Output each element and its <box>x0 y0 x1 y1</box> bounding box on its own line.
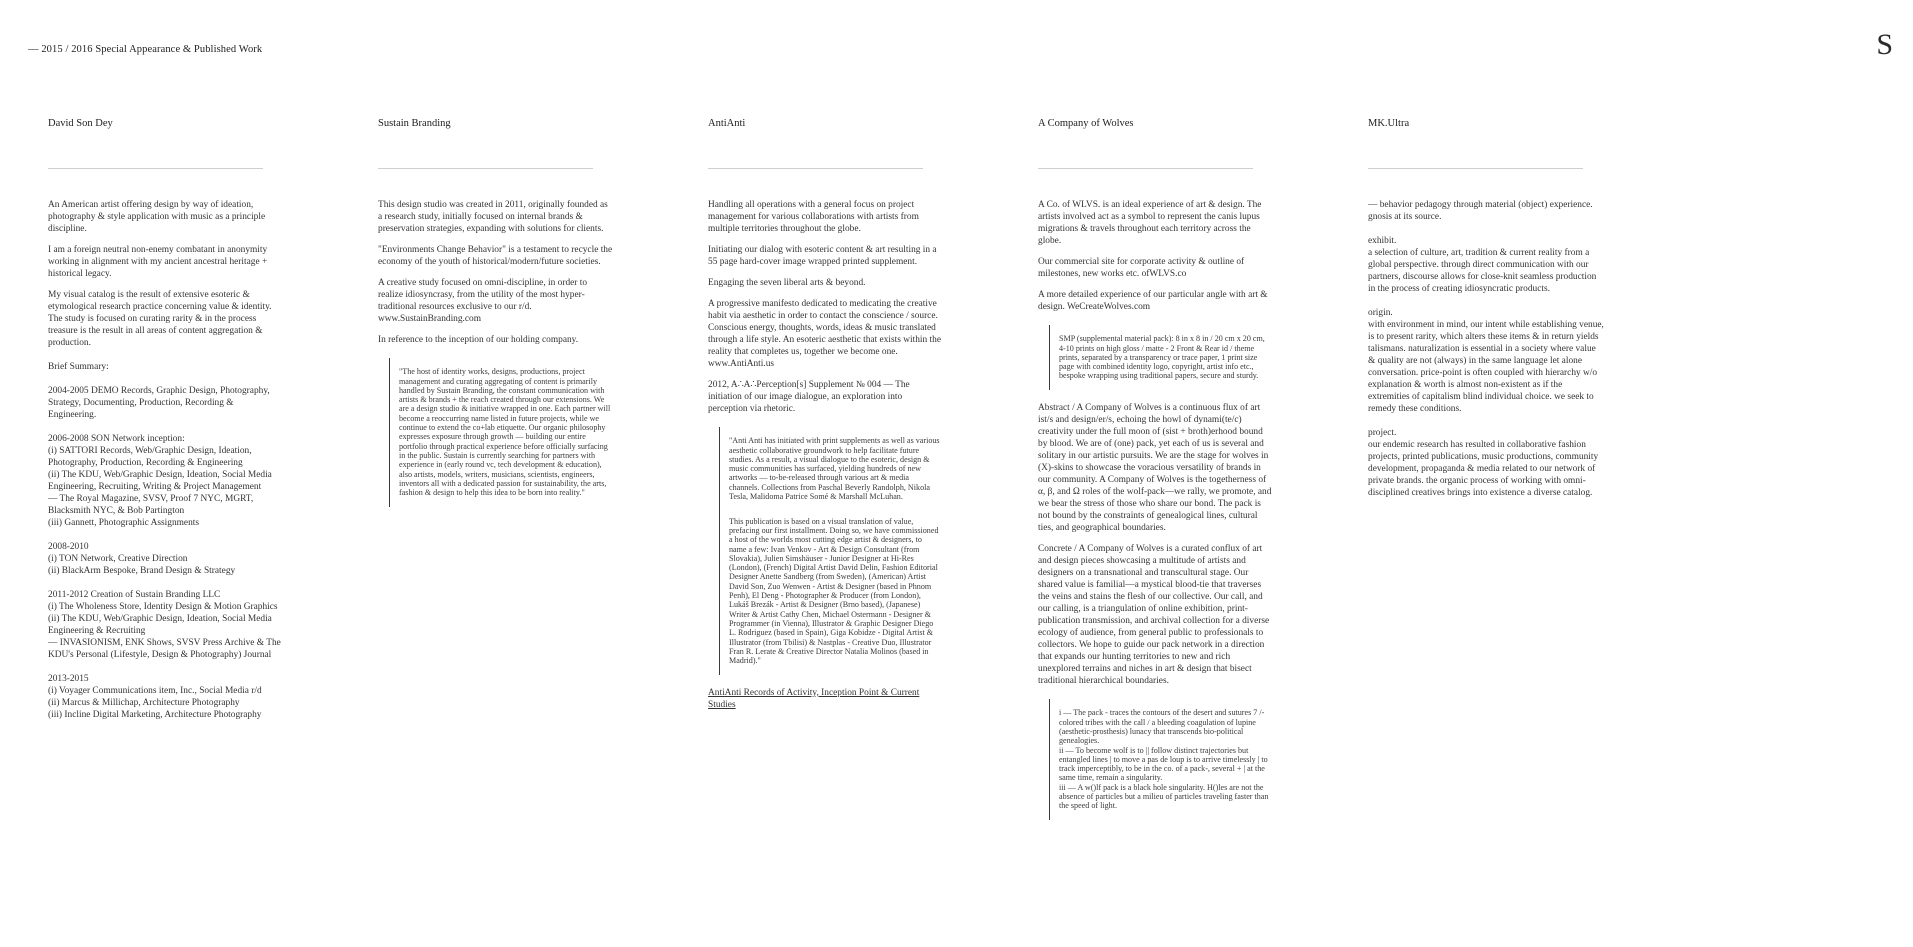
paragraph: A more detailed experience of our particular angle with art & design. WeCreateWolves.com <box>1038 290 1268 312</box>
paragraph: An American artist offering design by way of ideation, photography & style application with music as a principle discipline. <box>48 200 266 234</box>
paragraph: Initiating our dialog with esoteric content & art resulting in a 55 page hard-cover image wrapped printed supplement. <box>708 245 937 267</box>
paragraph: "Environments Change Behavior" is a testament to recycle the economy of the youth of historical/modern/future societies. <box>378 245 613 267</box>
paragraph: exhibit. a selection of culture, art, tradition & current reality from a global perspective. through direct communication with our partners, discourse allows for close-knit seamless production in the process of creating idiosyncratic products. <box>1368 236 1597 294</box>
blockquote <box>1049 325 1271 390</box>
blockquote <box>389 358 611 507</box>
paragraph: Engaging the seven liberal arts & beyond. <box>708 278 866 288</box>
paragraph: A Co. of WLVS. is an ideal experience of art & design. The artists involved act as a symbol to represent the canis lupus migrations & travels throughout each territory across the globe. <box>1038 200 1262 246</box>
column-sustain-branding <box>378 118 614 519</box>
paragraph: My visual catalog is the result of extensive esoteric & etymological research practice concerning value & identity. The study is focused on curating rarity & in the process treasure is the result in all areas of content aggregation & production. <box>48 290 272 348</box>
blockquote <box>719 427 941 675</box>
column-title: David Son Dey <box>48 118 113 129</box>
column-divider <box>708 168 923 169</box>
column-a-company-of-wolves <box>1038 118 1274 832</box>
column-david-son-dey <box>48 118 284 733</box>
paragraph: Brief Summary: <box>48 362 109 372</box>
quote-paragraph: i — The pack - traces the contours of the desert and sutures 7 /-colored tribes with the call / a bleeding coagulation of lupine (aesthetic-prosthesis) lunacy that transcends bio-political genealogies. ii — To become wolf is to || follow distinct trajectories but entangled lines | to move a pas de loup is to arrive timelessly | to track imperceptibly, to be in the co. of a pack-, several + | at the same time, remain a singularity. iii — A w()lf pack is a black hole singularity. H()les are not the absence of particles but a milieu of particles traveling faster than the speed of light. <box>1059 708 1269 811</box>
column-title: AntiAnti <box>708 118 746 129</box>
quote-paragraph: "Anti Anti has initiated with print supplements as well as various aesthetic collaborative groundwork to help facilitate future studies. As a result, a visual dialogue to the esoteric, design & music communities has surfaced, yielding hundreds of new artworks — to-be-released through various art & media channels. Collections from Paschal Beverly Randolph, Nikola Tesla, Malidoma Patrice Somé & Marshall McLuhan. <box>729 436 940 502</box>
page-header-title: — 2015 / 2016 Special Appearance & Published Work <box>28 44 263 55</box>
paragraph: This design studio was created in 2011, originally founded as a research study, initially focused on internal brands & preservation strategies, expanding with solutions for clients. <box>378 200 608 234</box>
paragraph: In reference to the inception of our holding company. <box>378 335 579 345</box>
antianti-records-link[interactable]: AntiAnti Records of Activity, Inception Point & Current Studies <box>708 687 920 710</box>
paragraph: project. our endemic research has resulted in collaborative fashion projects, printed publications, music productions, community development, propaganda & media related to our network of private brands. the organic process of working with omni-disciplined creatives brings into existence a diverse catalog. <box>1368 428 1599 498</box>
paragraph: Our commercial site for corporate activity & outline of milestones, new works etc. ofWLVS.co <box>1038 257 1245 279</box>
column-mk-ultra <box>1368 118 1604 511</box>
paragraph: Abstract / A Company of Wolves is a continuous flux of art ist/s and design/er/s, echoing the howl of dynami(te/c) creativity under the full moon of (sist + broth)erhood bound by blood. We are of (one) pack, yet each of us is several and solitary in our artistic pursuits. We are the stage for wolves in (X)-skins to showcase the voracious versatility of brands in our community. A Company of Wolves is the togetherness of α, β, and Ω roles of the wolf-pack—we rally, we promote, and we bear the stress of those who share our bond. The pack is not bound by the constraints of genealogical lines, cultural ties, and geographical boundaries. <box>1038 403 1272 534</box>
column-divider <box>1038 168 1253 169</box>
paragraph: 2006-2008 SON Network inception: (i) SATTORI Records, Web/Graphic Design, Ideation, Photography, Production, Recording & Engineering (ii) The KDU, Web/Graphic Design, Ideation, Social Media Engineering, Recruiting, Writing & Project Management — The Royal Magazine, SVSV, Proof 7 NYC, MGRT, Blacksmith NYC, & Bob Partington (iii) Gannett, Photographic Assignments <box>48 434 272 528</box>
paragraph: A progressive manifesto dedicated to medicating the creative habit via aesthetic in order to contact the conscience / source. Conscious energy, thoughts, words, ideas & music translated through a life style. An esoteric aesthetic that exists within the reality that completes us, together we become one. www.AntiAnti.us <box>708 299 942 369</box>
paragraph: — behavior pedagogy through material (object) experience. gnosis at its source. <box>1368 200 1593 222</box>
paragraph: 2004-2005 DEMO Records, Graphic Design, Photography, Strategy, Documenting, Production, Recording & Engineering. <box>48 386 270 420</box>
column-title: Sustain Branding <box>378 118 451 129</box>
quote-paragraph: SMP (supplemental material pack): 8 in x 8 in / 20 cm x 20 cm, 4-10 prints on high gloss / matte - 2 Front & Rear id / theme prints, separated by a transparency or trace paper, 1 print size page with combined identity logo, copyright, artist info etc., bespoke wrapping using traditional papers, secure and sturdy. <box>1059 334 1265 381</box>
paragraph: 2011-2012 Creation of Sustain Branding LLC (i) The Wholeness Store, Identity Design & Motion Graphics (ii) The KDU, Web/Graphic Design, Ideation, Social Media Engineering & Recruiting — INVASIONISM, ENK Shows, SVSV Press Archive & The KDU's Personal (Lifestyle, Design & Photography) Journal <box>48 590 281 660</box>
paragraph: origin. with environment in mind, our intent while establishing venue, is to present rarity, which alters these items & in return yields talismans. naturalization is essential in a society where value & quality are not (always) in the same language let alone conversation. price-point is often coupled with hierarchy w/o explanation & worth is almost non-existent as if the extremities of capitalism blind individual choice. we seek to remedy these conditions. <box>1368 308 1604 414</box>
column-divider <box>1368 168 1583 169</box>
quote-paragraph: "The host of identity works, designs, productions, project management and curating aggregating of content is primarily handled by Sustain Branding, the constant communication with artists & brands + the reach created through our extensions. We are a design studio & initiative wrapped in one. Each partner will become a reoccurring name listed in future projects, while we continue to extend the co+lab etiquette. Our organic philosophy expresses exposure through growth — building our entire portfolio through practical experience before officially surfacing in the public. Sustain is currently searching for partners with experience in (early round vc, tech development & education), also artists, models, writers, musicians, scientists, engineers, inventors all with a dedicated passion for sustainability, the arts, fashion & design to help this idea to be born into reality." <box>399 367 611 498</box>
column-title: A Company of Wolves <box>1038 118 1134 129</box>
column-divider <box>378 168 593 169</box>
paragraph: Handling all operations with a general focus on project management for various collaborations with artists from multiple territories throughout the globe. <box>708 200 919 234</box>
paragraph: I am a foreign neutral non-enemy combatant in anonymity working in alignment with my ancient ancestral heritage + historical legacy. <box>48 245 268 279</box>
paragraph: 2012, A∴A∴Perception[s] Supplement № 004 — The initiation of our image dialogue, an exploration into perception via rhetoric. <box>708 380 910 414</box>
brand-logo-mark[interactable]: S <box>1876 28 1893 61</box>
column-divider <box>48 168 263 169</box>
paragraph: 2008-2010 (i) TON Network, Creative Direction (ii) BlackArm Bespoke, Brand Design & Strategy <box>48 542 236 576</box>
paragraph: A creative study focused on omni-discipline, in order to realize idiosyncrasy, from the utility of the most hyper-traditional resources exclusive to our r/d. www.SustainBranding.com <box>378 278 588 324</box>
paragraph: Concrete / A Company of Wolves is a curated conflux of art and design pieces showcasing a multitude of artists and designers on a transnational and transcultural stage. Our shared value is familial—a mystical blood-tie that traverses the veins and stains the flesh of our collective. Our call, and our calling, is a triangulation of online exhibition, print-publication transmission, and archival collection for a diverse ecology of audience, from general public to professionals to collectors. We hope to guide our pack network in a direction that expands our hunting territories to new and rich unexplored terrains and niches in art & design that bisect traditional hierarchical boundaries. <box>1038 544 1270 687</box>
paragraph: 2013-2015 (i) Voyager Communications item, Inc., Social Media r/d (ii) Marcus & Millichap, Architecture Photography (iii) Incline Digital Marketing, Architecture Photography <box>48 674 262 720</box>
column-antianti <box>708 118 944 711</box>
blockquote <box>1049 699 1271 820</box>
quote-paragraph: This publication is based on a visual translation of value, prefacing our first installment. Doing so, we have commissioned a host of the worlds most cutting edge artist & designers, to name a few: Ivan Venkov - Art & Design Consultant (from Slovakia), Julien Simshäuser - Junior Designer at Hi-Res (London), (French) Digital Artist David Delin, Fashion Editorial Designer Anette Sandberg (from Sweden), (American) Artist David Son, Zuo Wenwen - Artist & Designer (based in Phnom Penh), El Deng - Photographer & Producer (from London), Lukáš Brezák - Artist & Designer (Brno based), (Japanese) Writer & Artist Cathy Chen, Michael Ostermann - Designer & Programmer (in Vienna), Illustrator & Graphic Designer Diego L. Rodriguez (based in Spain), Giga Kobidze - Digital Artist & Illustrator (from Tbilisi) & Nastplas - Creative Duo, Illustrator Fran R. Lerate & Creative Director Natalia Molinos (based in Madrid)." <box>729 516 939 666</box>
column-title: MK.Ultra <box>1368 118 1410 129</box>
